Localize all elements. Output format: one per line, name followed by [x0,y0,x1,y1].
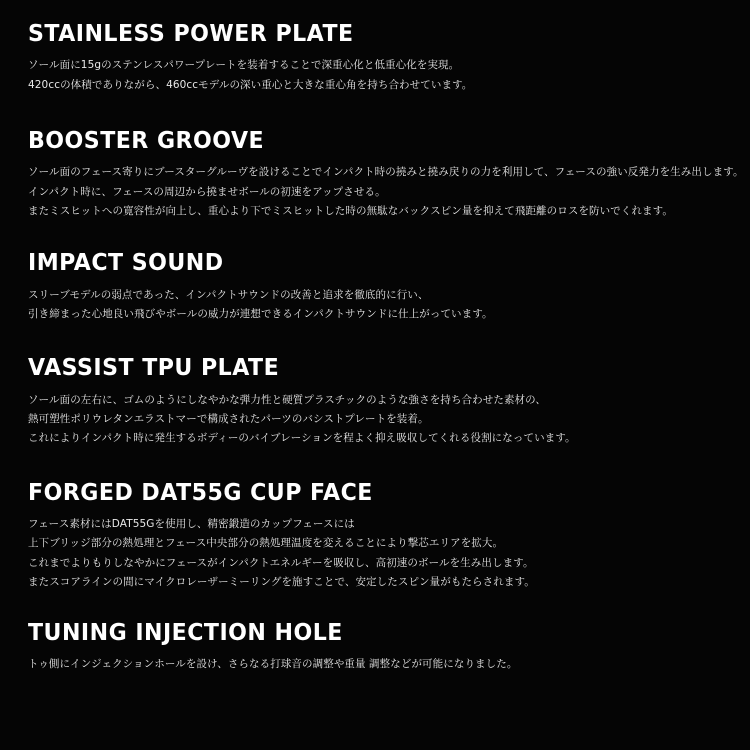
section-body [28,163,744,221]
body-line: スリーブモデルの弱点であった、インパクトサウンドの改善と追求を徹底的に行い、 [28,288,429,301]
body-line: ソール面の左右に、ゴムのようにしなやかな弾力性と硬質プラスチックのような強さを持ち合わせた素材の、 [28,393,546,406]
section-impact-sound [28,251,722,324]
body-line: ソール面のフェース寄りにブースターグルーヴを設けることでインパクト時の撓みと撓み戻りの力を利用して、フェースの強い反発力を生み出します。 [28,166,744,179]
body-line: 熱可塑性ポリウレタンエラストマーで構成されたパーツのバシストプレートを装着。 [28,412,429,425]
body-line: 引き締まった心地良い飛びやボールの威力が連想できるインパクトサウンドに仕上がっています。 [28,307,493,320]
section-title: FORGED DAT55G CUP FACE [28,479,373,506]
body-line: トゥ側にインジェクションホールを設け、さらなる打球音の調整や重量 調整などが可能になりました。 [28,657,518,670]
section-body [28,655,722,674]
section-title: BOOSTER GROOVE [28,127,265,154]
body-line: ソール面に15gのステンレスパワープレートを装着することで深重心化と低重心化を実現。 [28,59,460,72]
section-body [28,286,722,325]
section-body [28,56,722,95]
body-line: インパクト時に、フェースの周辺から撓ませボールの初速をアップさせる。 [28,185,386,198]
section-title: IMPACT SOUND [28,250,224,277]
body-line: 上下ブリッジ部分の熱処理とフェース中央部分の熱処理温度を変えることにより撃芯エリアを拡大。 [28,537,504,550]
section-vassist-tpu-plate [28,356,722,448]
body-line: 420ccの体積でありながら、460ccモデルの深い重心と大きな重心角を持ち合わせています。 [28,78,473,91]
body-line: これまでよりもりしなやかにフェースがインパクトエネルギーを吸収し、高初速のボールを生み出します。 [28,556,534,569]
section-stainless-power-plate [28,22,722,95]
section-title: VASSIST TPU PLATE [28,355,280,382]
section-tuning-injection-hole [28,621,722,675]
section-forged-dat55g-cup-face [28,481,722,593]
body-line: フェース素材にはDAT55Gを使用し、精密鍛造のカップフェースには [28,517,355,530]
section-title: STAINLESS POWER PLATE [28,21,354,47]
body-line: これによりインパクト時に発生するボディーのバイブレーションを程よく抑え吸収してくれる役割になっています。 [28,432,576,445]
section-body [28,391,722,449]
body-line: またミスヒットへの寛容性が向上し、重心より下でミスヒットした時の無駄なバックスピン量を抑えて飛距離のロスを防いでくれます。 [28,204,674,217]
body-line: またスコアラインの間にマイクロレーザーミーリングを施すことで、安定したスピン量がもたらされます。 [28,576,535,589]
section-booster-groove [28,127,744,221]
section-body [28,515,722,593]
section-title: TUNING INJECTION HOLE [28,619,343,646]
